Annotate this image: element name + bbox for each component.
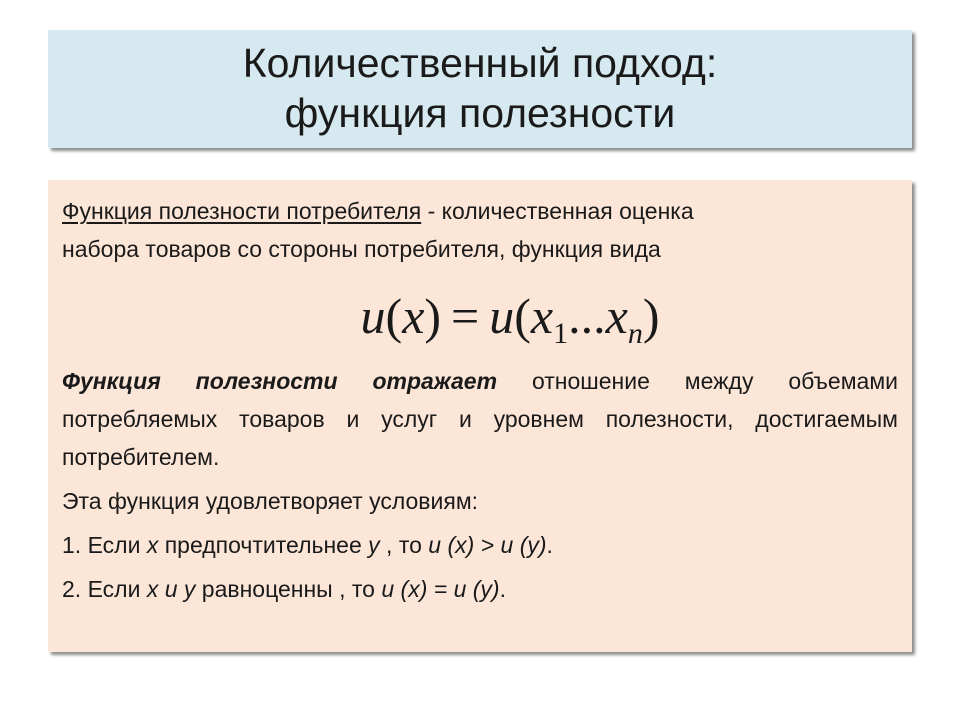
formula-equals: =: [451, 288, 480, 344]
condition-1-expr: u (x) > u (y): [428, 532, 547, 558]
condition-1-mid: предпочтительнее: [158, 532, 369, 558]
condition-2-end: .: [499, 576, 506, 602]
condition-1-y: y: [368, 532, 380, 558]
definition-line-2: набора товаров со стороны потребителя, функция вида: [62, 236, 661, 262]
slide-title-line-1: Количественный подход:: [242, 40, 718, 86]
formula-sub-1: 1: [553, 317, 569, 350]
formula-u: u: [360, 288, 386, 344]
condition-2: [62, 570, 898, 608]
condition-1-x: x: [146, 532, 159, 558]
slide-title-line-2: функция полезности: [284, 90, 676, 136]
utility-formula: $u(x) = u(x_1...x_n)$: [360, 288, 660, 350]
definition-term: Функция полезности потребителя: [62, 198, 422, 224]
formula-u-2: u: [489, 288, 515, 344]
content-box: [48, 180, 912, 652]
conditions-intro: Эта функция удовлетворяет условиям:: [62, 488, 479, 514]
condition-1-prefix: 1. Если: [62, 532, 147, 558]
reflects-paragraph: [62, 362, 898, 476]
definition-rest: - количественная оценка: [421, 198, 694, 224]
title-box: [48, 30, 912, 148]
condition-1-end: .: [546, 532, 553, 558]
reflects-text: отношение между объемами потребляемых товаров и услуг и уровнем полезности, достигаемым потребителем.: [62, 368, 898, 470]
condition-1-comma: , то: [379, 532, 429, 558]
formula-x1: x: [530, 288, 554, 344]
condition-2-expr: u (x) = u (y): [381, 576, 500, 602]
formula-sub-n: n: [627, 317, 643, 350]
reflects-bold: Функция полезности отражает: [62, 368, 498, 394]
condition-2-xy: x u y: [146, 576, 196, 602]
condition-2-prefix: 2. Если: [62, 576, 147, 602]
formula-x: x: [402, 288, 425, 344]
formula-ellipsis: ...: [568, 288, 606, 344]
condition-1: [62, 526, 898, 564]
formula-xn: x: [605, 288, 628, 344]
condition-2-mid: равноценны , то: [195, 576, 382, 602]
definition-paragraph: [62, 192, 898, 268]
